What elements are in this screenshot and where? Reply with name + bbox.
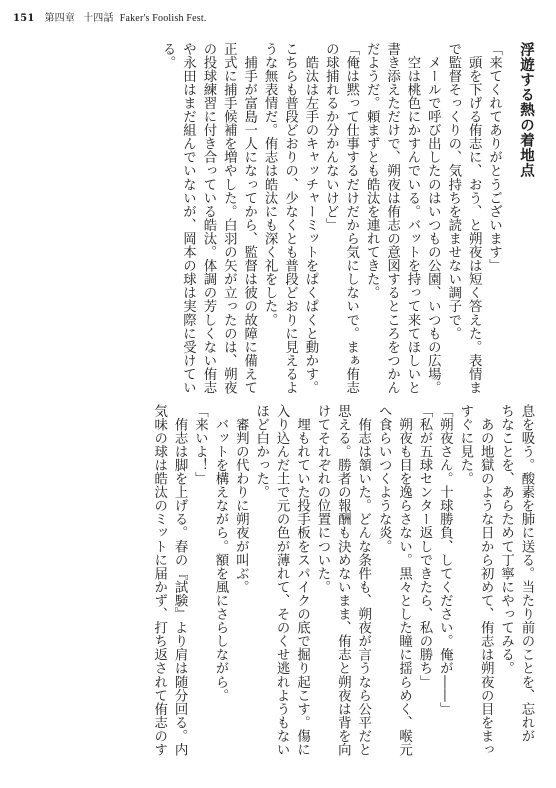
text-line: 入り込んだ土で元の色が薄れて、そのくせ逃れようもない: [274, 404, 290, 757]
text-line: 「来てくれてありがとうございます」: [486, 42, 502, 273]
text-line: 審判の代わりに朔夜が叫ぶ。: [233, 404, 249, 594]
upper-text-block: [36, 42, 536, 395]
text-line: こちらも普段どおりの、少なくとも普段どおりに見えるよ: [282, 42, 298, 395]
text-line: メールで呼び出したのはいつもの公園、いつもの広場。: [425, 42, 441, 395]
text-line: や永田はまだ組んでいないが、岡本の球は実際に受けてい: [180, 42, 196, 395]
text-line: あの地獄のような日から初めて、侑志は朔夜の目をまっ: [478, 404, 494, 757]
text-line: 皓汰は左手のキャッチャーミットをぱくぱくと動かす。: [302, 42, 318, 395]
page-number: 151: [13, 13, 35, 24]
text-line: 朔夜も目を逸らさない。黒々とした瞳に揺らめく、喉元: [396, 404, 412, 757]
text-line: 「俺は黙って仕事するだけだから気にしないで。まぁ侑志: [343, 42, 359, 395]
text-line: すぐに見た。: [457, 404, 473, 486]
text-line: 気味の球は皓汰のミットに届かず、打ち返されて侑志のす: [151, 404, 167, 757]
text-line: 侑志は頷いた。どんな条件も、朔夜が言うなら公平だと: [355, 404, 371, 757]
text-line: ちなことを、あらためて丁寧にやってみる。: [498, 404, 514, 675]
text-line: バットを構えながら。額を風にさらしながら。: [212, 404, 228, 703]
text-line: へ食らいつくような炎。: [376, 404, 392, 554]
text-line: 息を吸う。酸素を肺に送る。当たり前のことを、忘れが: [519, 404, 534, 743]
text-line: だようだ。頼まずとも皓汰を連れてきた。: [364, 42, 380, 300]
text-line: 侑志は脚を上げる。春の『試験』より肩は随分回る。内: [172, 404, 188, 757]
text-line: る。: [160, 42, 176, 70]
text-line: の投球練習に付き合っている皓汰。体調の芳しくない侑志: [200, 42, 216, 395]
text-line: 正式に捕手候補を増やした。白羽の矢が立ったのは、朔夜: [221, 42, 237, 395]
running-title: Faker's Foolish Fest.: [119, 13, 207, 24]
text-line: 書き添えただけで、朔夜は侑志の意図するところをつかん: [384, 42, 400, 395]
text-line: 「私が五球センター返しできたら、私の勝ち」: [416, 404, 432, 689]
episode-label: 十四話: [83, 13, 114, 24]
text-line: 捕手が富島一人になってから、監督は彼の故障に備えて: [241, 42, 257, 395]
text-line: 思える。勝者の報酬も決めないまま、侑志と朔夜は背を向: [335, 404, 351, 757]
chapter-label: 第四章: [44, 13, 76, 24]
text-line: の球捕れるか分かんないけど」: [323, 42, 339, 232]
text-line: 「来いよ！」: [192, 404, 208, 486]
text-line: けてそれぞれの位置についた。: [314, 404, 330, 594]
lower-text-block: [106, 404, 536, 757]
text-line: ほど白かった。: [253, 404, 269, 499]
text-line: 埋もれていた投手板をスパイクの底で掘り起こす。傷に: [294, 404, 310, 757]
running-header: [13, 11, 207, 27]
text-line: で監督そっくりの、気持ちを読ませない調子で。: [445, 42, 461, 341]
section-heading: 浮遊する熱の着地点: [518, 42, 534, 178]
text-line: 「朔夜さん。十球勝負、してください。俺が――」: [437, 404, 453, 716]
text-line: うな無表情だ。侑志は皓汰にも深く礼をした。: [262, 42, 278, 327]
text-line: 空は桃色にかすんでいる。バットを持って来てほしいと: [404, 42, 420, 395]
text-line: 頭を下げる侑志に、おう、と朔夜は短く答えた。表情ま: [466, 42, 482, 395]
